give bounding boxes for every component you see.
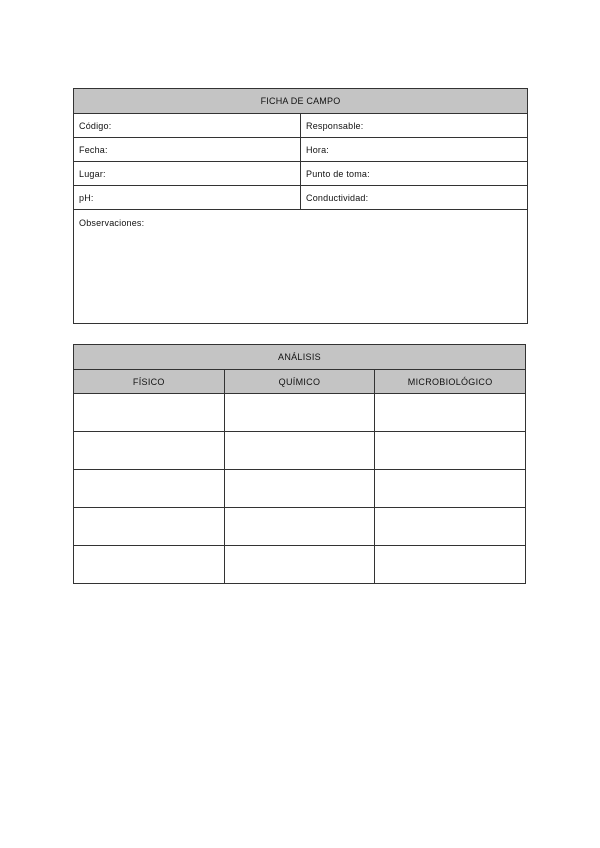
field-sheet-form [73, 88, 528, 324]
sampling-point-field[interactable]: Punto de toma: [301, 162, 528, 186]
physical-cell[interactable] [74, 470, 225, 508]
chemical-cell[interactable] [224, 546, 375, 584]
microbiological-cell[interactable] [375, 432, 526, 470]
field-sheet-title: FICHA DE CAMPO [74, 89, 528, 114]
table-row [74, 394, 526, 432]
chemical-cell[interactable] [224, 470, 375, 508]
microbiological-cell[interactable] [375, 546, 526, 584]
microbiological-cell[interactable] [375, 470, 526, 508]
date-field[interactable]: Fecha: [74, 138, 301, 162]
ph-field[interactable]: pH: [74, 186, 301, 210]
microbiological-cell[interactable] [375, 394, 526, 432]
column-header-microbiological: MICROBIOLÓGICO [375, 370, 526, 394]
location-field[interactable]: Lugar: [74, 162, 301, 186]
physical-cell[interactable] [74, 508, 225, 546]
table-row [74, 432, 526, 470]
chemical-cell[interactable] [224, 394, 375, 432]
observations-field[interactable]: Observaciones: [74, 210, 528, 324]
microbiological-cell[interactable] [375, 508, 526, 546]
physical-cell[interactable] [74, 394, 225, 432]
responsible-field[interactable]: Responsable: [301, 114, 528, 138]
code-field[interactable]: Código: [74, 114, 301, 138]
table-row [74, 508, 526, 546]
column-header-physical: FÍSICO [74, 370, 225, 394]
physical-cell[interactable] [74, 546, 225, 584]
analysis-table [73, 344, 526, 584]
analysis-title: ANÁLISIS [74, 345, 526, 370]
time-field[interactable]: Hora: [301, 138, 528, 162]
physical-cell[interactable] [74, 432, 225, 470]
table-row [74, 546, 526, 584]
column-header-chemical: QUÍMICO [224, 370, 375, 394]
table-row [74, 470, 526, 508]
chemical-cell[interactable] [224, 508, 375, 546]
conductivity-field[interactable]: Conductividad: [301, 186, 528, 210]
chemical-cell[interactable] [224, 432, 375, 470]
